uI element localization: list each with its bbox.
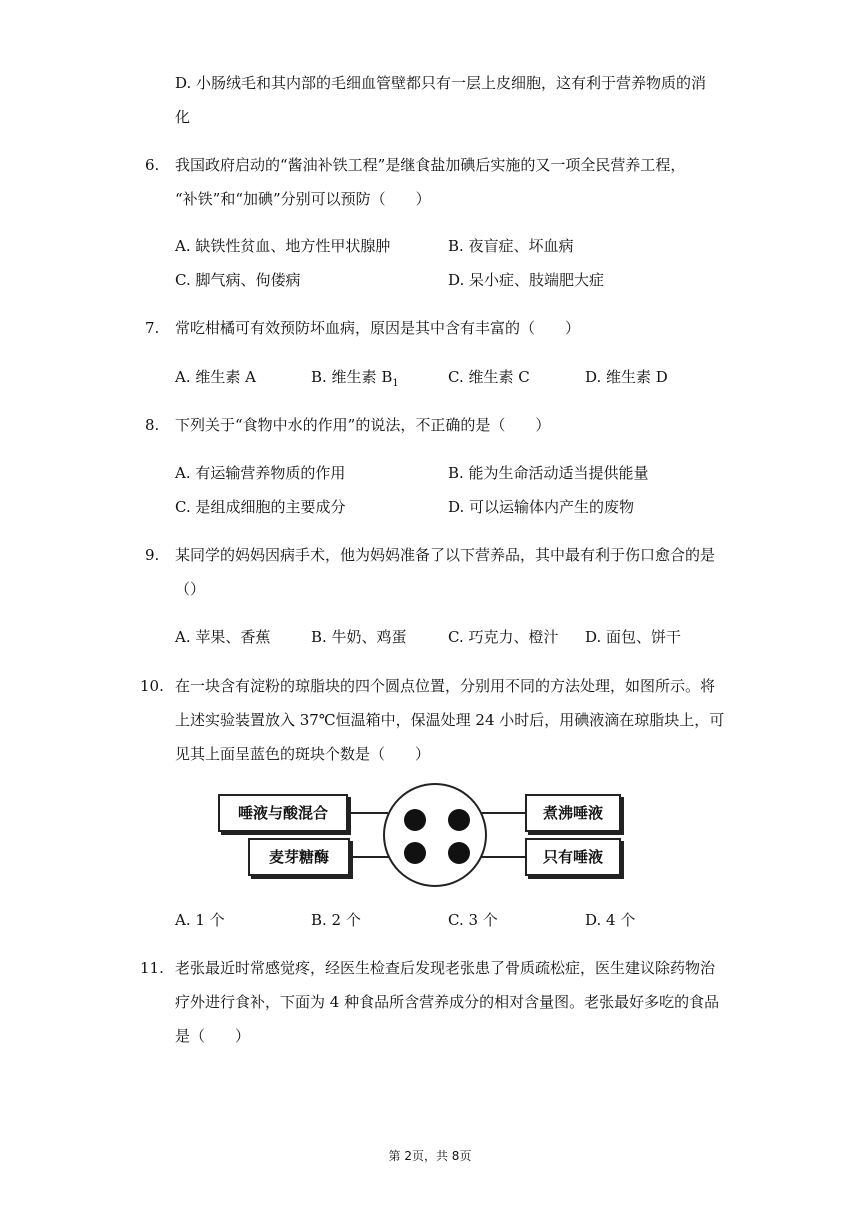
q5-option-d-line2: 化 [175, 108, 191, 126]
q8-option-c: C. 是组成细胞的主要成分 [175, 498, 346, 516]
q6-option-d: D. 呆小症、肢端肥大症 [448, 271, 605, 289]
q9-number: 9. [145, 546, 160, 564]
q7-option-a: A. 维生素 A [175, 368, 256, 386]
q10-stem-line3: 见其上面呈蓝色的斑块个数是（ ） [175, 745, 431, 763]
q7-option-b-subscript: 1 [392, 378, 399, 389]
agar-dot-top-right [448, 809, 470, 831]
q8-option-d: D. 可以运输体内产生的废物 [448, 498, 635, 516]
q6-number: 6. [145, 156, 160, 174]
q7-option-b [311, 366, 399, 395]
agar-dot-bottom-left [404, 842, 426, 864]
q7-stem: 常吃柑橘可有效预防坏血病，原因是其中含有丰富的（ ） [175, 319, 581, 337]
q9-option-c: C. 巧克力、橙汁 [448, 628, 559, 646]
q10-option-d: D. 4 个 [585, 911, 636, 929]
q6-stem-line1: 我国政府启动的“酱油补铁工程”是继食盐加碘后实施的又一项全民营养工程， [175, 156, 686, 174]
q9-option-a: A. 苹果、香蕉 [175, 628, 271, 646]
q11-stem-line3: 是（ ） [175, 1027, 251, 1045]
label-only-saliva: 只有唾液 [525, 838, 621, 876]
q10-option-a: A. 1 个 [175, 911, 225, 929]
q11-stem-line2: 疗外进行食补，下面为 4 种食品所含营养成分的相对含量图。老张最好多吃的食品 [175, 993, 720, 1011]
q8-option-a: A. 有运输营养物质的作用 [175, 464, 346, 482]
q8-number: 8. [145, 416, 160, 434]
q10-number: 10. [140, 677, 164, 695]
q9-stem-line1: 某同学的妈妈因病手术，他为妈妈准备了以下营养品，其中最有利于伤口愈合的是 [175, 546, 716, 564]
q10-option-c: C. 3 个 [448, 911, 498, 929]
q6-option-c: C. 脚气病、佝偻病 [175, 271, 301, 289]
q7-number: 7. [145, 319, 160, 337]
agar-dot-bottom-right [448, 842, 470, 864]
q8-stem: 下列关于“食物中水的作用”的说法，不正确的是（ ） [175, 416, 551, 434]
q10-stem-line1: 在一块含有淀粉的琼脂块的四个圆点位置，分别用不同的方法处理，如图所示。将 [175, 677, 716, 695]
q9-option-d: D. 面包、饼干 [585, 628, 682, 646]
label-boiled-saliva: 煮沸唾液 [525, 794, 621, 832]
q11-stem-line1: 老张最近时常感觉疼，经医生检查后发现老张患了骨质疏松症，医生建议除药物治 [175, 959, 716, 977]
label-saliva-acid: 唾液与酸混合 [218, 794, 348, 832]
label-maltase: 麦芽糖酶 [248, 838, 350, 876]
agar-plate-circle [384, 784, 486, 886]
q6-option-a: A. 缺铁性贫血、地方性甲状腺肿 [175, 237, 391, 255]
q6-option-b: B. 夜盲症、坏血病 [448, 237, 574, 255]
q5-option-d-line1: D. 小肠绒毛和其内部的毛细血管壁都只有一层上皮细胞，这有利于营养物质的消 [175, 74, 707, 92]
q10-option-b: B. 2 个 [311, 911, 361, 929]
q8-option-b: B. 能为生命活动适当提供能量 [448, 464, 649, 482]
q10-stem-line2: 上述实验装置放入 37℃恒温箱中，保温处理 24 小时后，用碘液滴在琼脂块上，可 [175, 711, 725, 729]
q11-number: 11. [140, 959, 164, 977]
q7-option-c: C. 维生素 C [448, 368, 530, 386]
agar-dot-top-left [404, 809, 426, 831]
q7-option-b-text: B. 维生素 B [311, 368, 393, 386]
q10-figure [210, 780, 630, 890]
q9-option-b: B. 牛奶、鸡蛋 [311, 628, 407, 646]
page-footer: 第 2页，共 8页 [388, 1149, 472, 1163]
q6-stem-line2: “补铁”和“加碘”分别可以预防（ ） [175, 190, 431, 208]
q7-option-d: D. 维生素 D [585, 368, 668, 386]
q9-stem-line2: （） [175, 580, 206, 598]
